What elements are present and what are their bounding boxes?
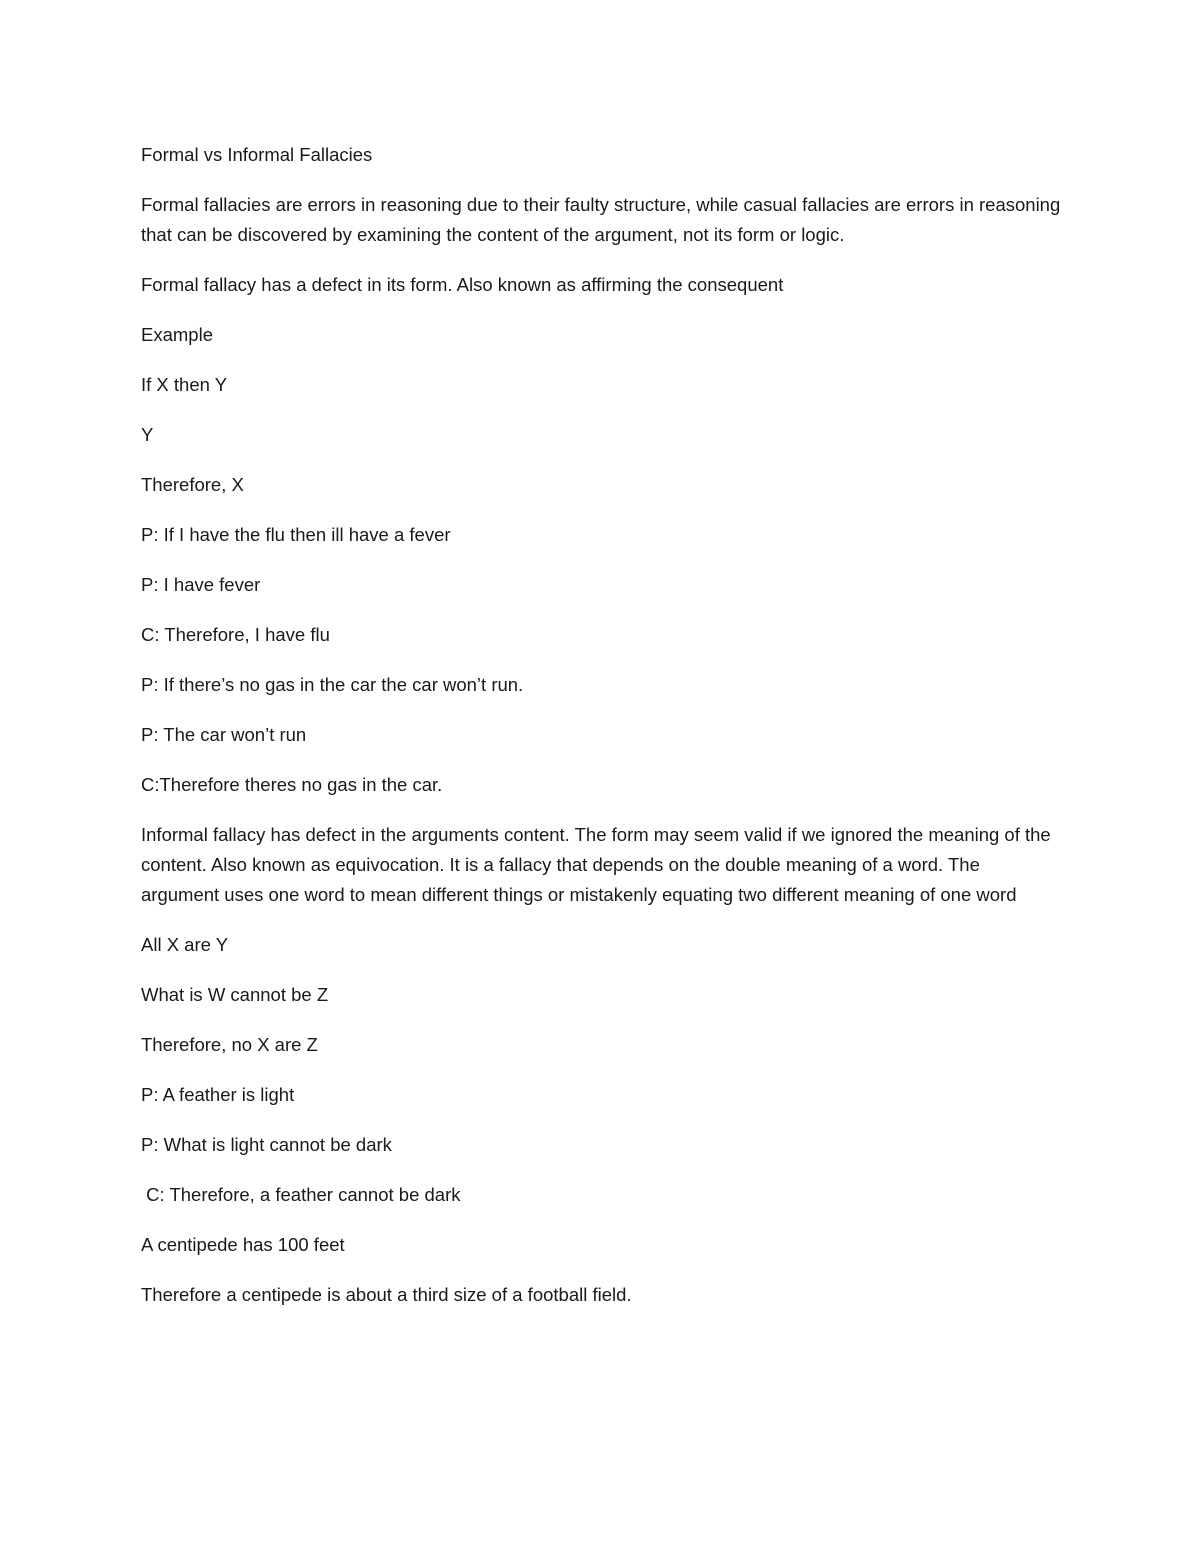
document-body <box>141 140 1066 1330</box>
paragraph-conclusion-gas: C:Therefore theres no gas in the car. <box>141 774 443 795</box>
paragraph-all-x-are-y: All X are Y <box>141 934 229 955</box>
paragraph-y: Y <box>141 424 154 445</box>
paragraph-premise-car: P: The car won’t run <box>141 724 307 745</box>
paragraph-conclusion-flu: C: Therefore, I have flu <box>141 624 330 645</box>
paragraph-premise-light: P: What is light cannot be dark <box>141 1134 392 1155</box>
paragraph-therefore-x: Therefore, X <box>141 474 244 495</box>
paragraph-w-not-z: What is W cannot be Z <box>141 984 329 1005</box>
paragraph-centipede-conclusion: Therefore a centipede is about a third size of a football field. <box>141 1284 632 1305</box>
paragraph-no-x-are-z: Therefore, no X are Z <box>141 1034 318 1055</box>
paragraph-centipede: A centipede has 100 feet <box>141 1234 345 1255</box>
paragraph-if-x-then-y: If X then Y <box>141 374 228 395</box>
paragraph-example-label: Example <box>141 324 213 345</box>
paragraph-conclusion-feather: C: Therefore, a feather cannot be dark <box>141 1184 461 1205</box>
paragraph-premise-flu: P: If I have the flu then ill have a fever <box>141 524 451 545</box>
paragraph-formal-fallacy: Formal fallacy has a defect in its form. Also known as affirming the consequent <box>141 274 784 295</box>
document-title: Formal vs Informal Fallacies <box>141 144 373 165</box>
paragraph-premise-fever: P: I have fever <box>141 574 261 595</box>
paragraph-premise-gas: P: If there’s no gas in the car the car won’t run. <box>141 674 524 695</box>
paragraph-definition: Formal fallacies are errors in reasoning due to their faulty structure, while casual fallacies are errors in reasoning that can be discovered by examining the content of the argument, not its form or logic. <box>141 194 1066 245</box>
paragraph-premise-feather: P: A feather is light <box>141 1084 295 1105</box>
paragraph-informal-fallacy: Informal fallacy has defect in the arguments content. The form may seem valid if we ignored the meaning of the content. Also known as equivocation. It is a fallacy that depends on the double meaning of a word. The argument uses one word to mean different things or mistakenly equating two different meaning of one word <box>141 824 1056 905</box>
